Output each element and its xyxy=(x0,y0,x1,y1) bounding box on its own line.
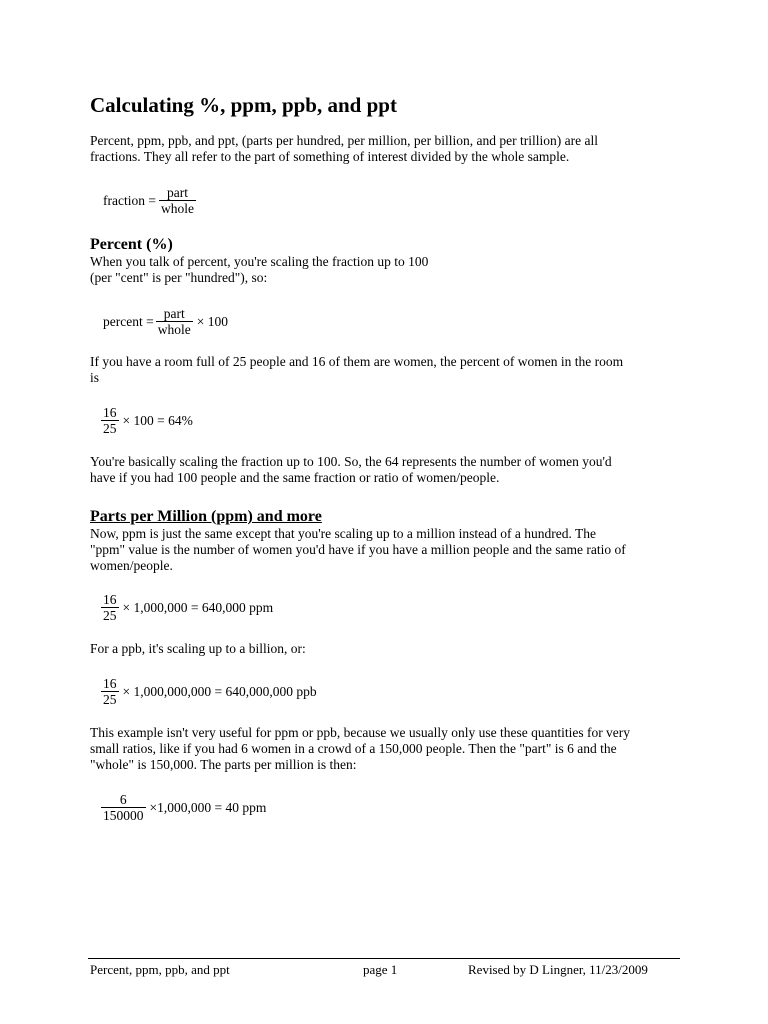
percent-explanation xyxy=(90,454,612,486)
fraction-numerator: part xyxy=(166,185,188,200)
ppb-fraction xyxy=(101,676,119,707)
footer-left: Percent, ppm, ppb, and ppt xyxy=(90,962,230,977)
ppb-denominator: 25 xyxy=(103,692,117,707)
percent-example-line-2: is xyxy=(90,370,100,385)
ppm-intro xyxy=(90,526,626,574)
percent-intro-line-1: When you talk of percent, you're scaling the fraction up to 100 xyxy=(90,254,429,269)
percent-fraction xyxy=(156,306,193,337)
intro-paragraph xyxy=(90,133,598,165)
ppm-example-line-1: This example isn't very useful for ppm or ppb, because we usually only use these quantities for very xyxy=(90,725,631,740)
ppm-fraction xyxy=(101,592,119,623)
fraction-part-whole xyxy=(159,185,196,216)
crowd-numerator: 6 xyxy=(119,792,127,807)
ppm-rhs: × 1,000,000 = 640,000 ppm xyxy=(122,599,274,615)
percent-equation xyxy=(103,306,232,337)
percent-explanation-line-1: You're basically scaling the fraction up to 100. So, the 64 represents the number of women you'd xyxy=(90,454,612,469)
ppb-equation xyxy=(101,676,321,707)
footer-page-number: page 1 xyxy=(363,962,398,977)
percent-rhs: × 100 xyxy=(196,313,228,329)
ppm-intro-line-3: women/people. xyxy=(90,558,173,573)
footer-revision: Revised by D Lingner, 11/23/2009 xyxy=(468,962,648,977)
women-numerator: 16 xyxy=(103,405,117,420)
crowd-rhs: ×1,000,000 = 40 ppm xyxy=(149,799,267,815)
ppm-intro-line-2: "ppm" value is the number of women you'd have if you have a million people and the same ratio of xyxy=(90,542,626,557)
ppm-example-line-2: small ratios, like if you had 6 women in a crowd of a 150,000 people. Then the "part" is 6 and the xyxy=(90,741,617,756)
percent-example-equation xyxy=(101,405,197,436)
crowd-fraction xyxy=(101,792,146,823)
ppm-intro-line-1: Now, ppm is just the same except that you're scaling up to a million instead of a hundred. The xyxy=(90,526,596,541)
percent-explanation-line-2: have if you had 100 people and the same fraction or ratio of women/people. xyxy=(90,470,500,485)
footer-divider xyxy=(88,958,680,959)
intro-line-2: fractions. They all refer to the part of something of interest divided by the whole sample. xyxy=(90,149,570,164)
ppm-example-line-3: "whole" is 150,000. The parts per million is then: xyxy=(90,757,357,772)
fraction-lhs: fraction = xyxy=(103,192,156,208)
intro-line-1: Percent, ppm, ppb, and ppt, (parts per hundred, per million, per billion, and per trillion) are all xyxy=(90,133,598,148)
ppm-numerator: 16 xyxy=(103,592,117,607)
crowd-denominator: 150000 xyxy=(103,808,144,823)
percent-heading: Percent (%) xyxy=(90,236,173,253)
percent-intro xyxy=(90,254,428,286)
percent-intro-line-2: (per "cent" is per "hundred"), so: xyxy=(90,270,268,285)
ppb-numerator: 16 xyxy=(103,676,117,691)
page-title: Calculating %, ppm, ppb, and ppt xyxy=(90,93,397,117)
percent-example-line-1: If you have a room full of 25 people and 16 of them are women, the percent of women in the room xyxy=(90,354,624,369)
ppm-denominator: 25 xyxy=(103,608,117,623)
percent-lhs: percent = xyxy=(103,313,154,329)
women-fraction xyxy=(101,405,119,436)
crowd-equation xyxy=(101,792,270,823)
percent-denominator: whole xyxy=(157,322,191,337)
percent-example-rhs: × 100 = 64% xyxy=(122,412,193,428)
fraction-denominator: whole xyxy=(160,201,194,216)
fraction-equation xyxy=(103,185,196,216)
percent-numerator: part xyxy=(163,306,185,321)
ppm-heading: Parts per Million (ppm) and more xyxy=(90,508,322,525)
ppm-equation xyxy=(101,592,277,623)
ppm-example xyxy=(90,725,630,773)
percent-example xyxy=(90,354,623,386)
ppb-rhs: × 1,000,000,000 = 640,000,000 ppb xyxy=(122,683,317,699)
women-denominator: 25 xyxy=(103,421,117,436)
ppb-line: For a ppb, it's scaling up to a billion, or: xyxy=(90,641,306,656)
